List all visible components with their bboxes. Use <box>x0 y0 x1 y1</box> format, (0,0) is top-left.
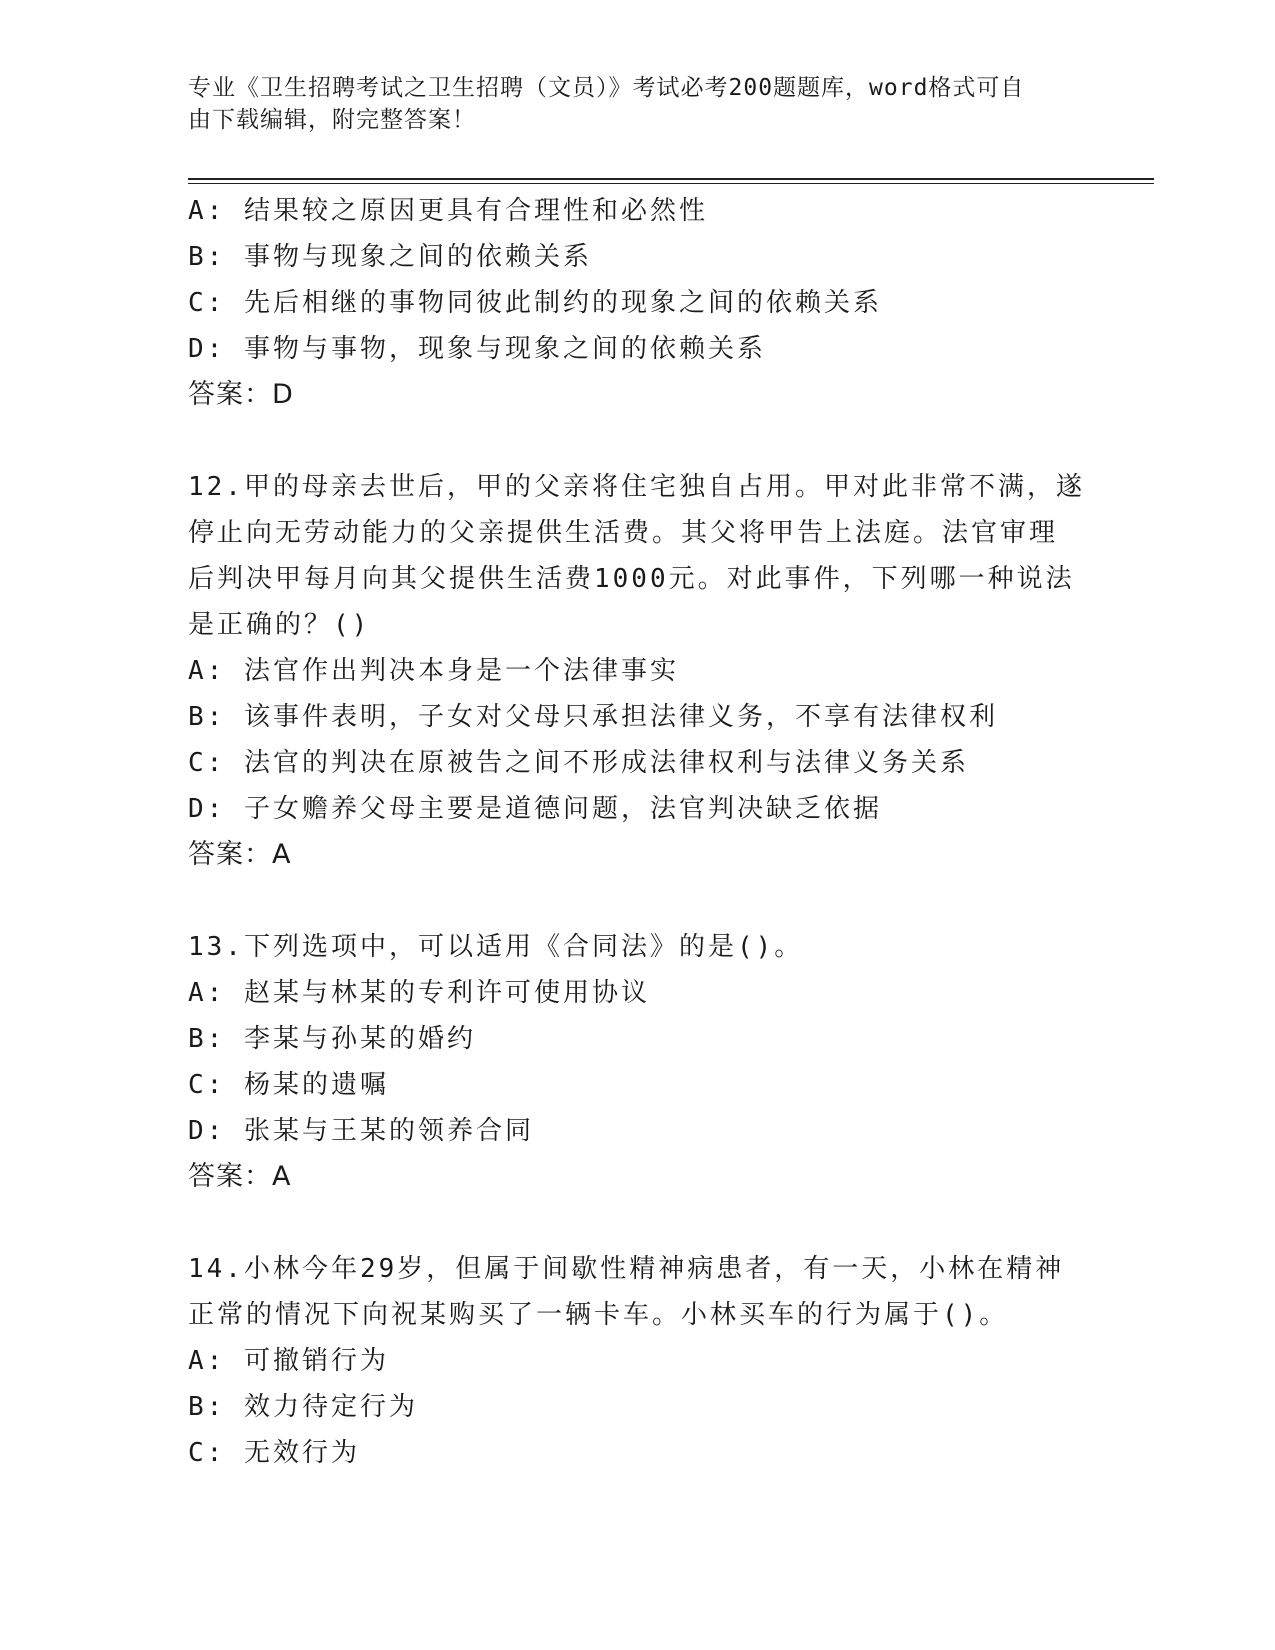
q13-option-d: D: 张某与王某的领养合同 <box>188 1116 534 1146</box>
q13-option-a: A: 赵某与林某的专利许可使用协议 <box>188 978 650 1008</box>
header-divider-thin <box>188 183 1154 184</box>
q13-answer: 答案：A <box>188 1161 292 1192</box>
document-header <box>188 72 1068 136</box>
q12-stem-line-3: 后判决甲每月向其父提供生活费1000元。对此事件，下列哪一种说法 <box>188 564 1075 594</box>
q12-option-b: B: 该事件表明，子女对父母只承担法律义务，不享有法律权利 <box>188 702 998 732</box>
question-12-block <box>188 464 1088 878</box>
question-13-block <box>188 924 1088 1200</box>
q12-option-a: A: 法官作出判决本身是一个法律事实 <box>188 656 679 686</box>
question-gap <box>188 878 1088 924</box>
question-gap <box>188 418 1088 464</box>
q12-option-d: D: 子女赡养父母主要是道德问题，法官判决缺乏依据 <box>188 794 882 824</box>
q13-stem-line-1: 13.下列选项中，可以适用《合同法》的是()。 <box>188 932 804 962</box>
q14-option-a: A: 可撤销行为 <box>188 1346 389 1376</box>
q12-answer: 答案：A <box>188 839 292 870</box>
q12-stem-line-4: 是正确的？() <box>188 610 371 640</box>
q11-option-b: B: 事物与现象之间的依赖关系 <box>188 242 592 272</box>
q12-stem-line-1: 12.甲的母亲去世后，甲的父亲将住宅独自占用。甲对此非常不满，遂 <box>188 472 1085 502</box>
q12-stem-line-2: 停止向无劳动能力的父亲提供生活费。其父将甲告上法庭。法官审理 <box>188 518 1059 548</box>
q12-option-c: C: 法官的判决在原被告之间不形成法律权利与法律义务关系 <box>188 748 969 778</box>
q14-option-c: C: 无效行为 <box>188 1438 360 1468</box>
q14-stem-line-1: 14.小林今年29岁，但属于间歇性精神病患者，有一天，小林在精神 <box>188 1254 1065 1284</box>
q11-option-c: C: 先后相继的事物同彼此制约的现象之间的依赖关系 <box>188 288 882 318</box>
question-11-block <box>188 188 1088 418</box>
header-line-1: 专业《卫生招聘考试之卫生招聘（文员）》考试必考200题题库，word格式可自 <box>188 75 1025 101</box>
question-14-block <box>188 1246 1088 1476</box>
header-divider-thick <box>188 178 1154 180</box>
question-gap <box>188 1200 1088 1246</box>
q13-option-b: B: 李某与孙某的婚约 <box>188 1024 476 1054</box>
header-line-2: 由下载编辑，附完整答案！ <box>188 107 476 133</box>
q11-answer: 答案：D <box>188 379 294 410</box>
q11-option-d: D: 事物与事物，现象与现象之间的依赖关系 <box>188 334 766 364</box>
q11-option-a: A: 结果较之原因更具有合理性和必然性 <box>188 196 708 226</box>
q14-option-b: B: 效力待定行为 <box>188 1392 418 1422</box>
q13-option-c: C: 杨某的遗嘱 <box>188 1070 389 1100</box>
question-content <box>188 188 1088 1476</box>
q14-stem-line-2: 正常的情况下向祝某购买了一辆卡车。小林买车的行为属于()。 <box>188 1300 1009 1330</box>
